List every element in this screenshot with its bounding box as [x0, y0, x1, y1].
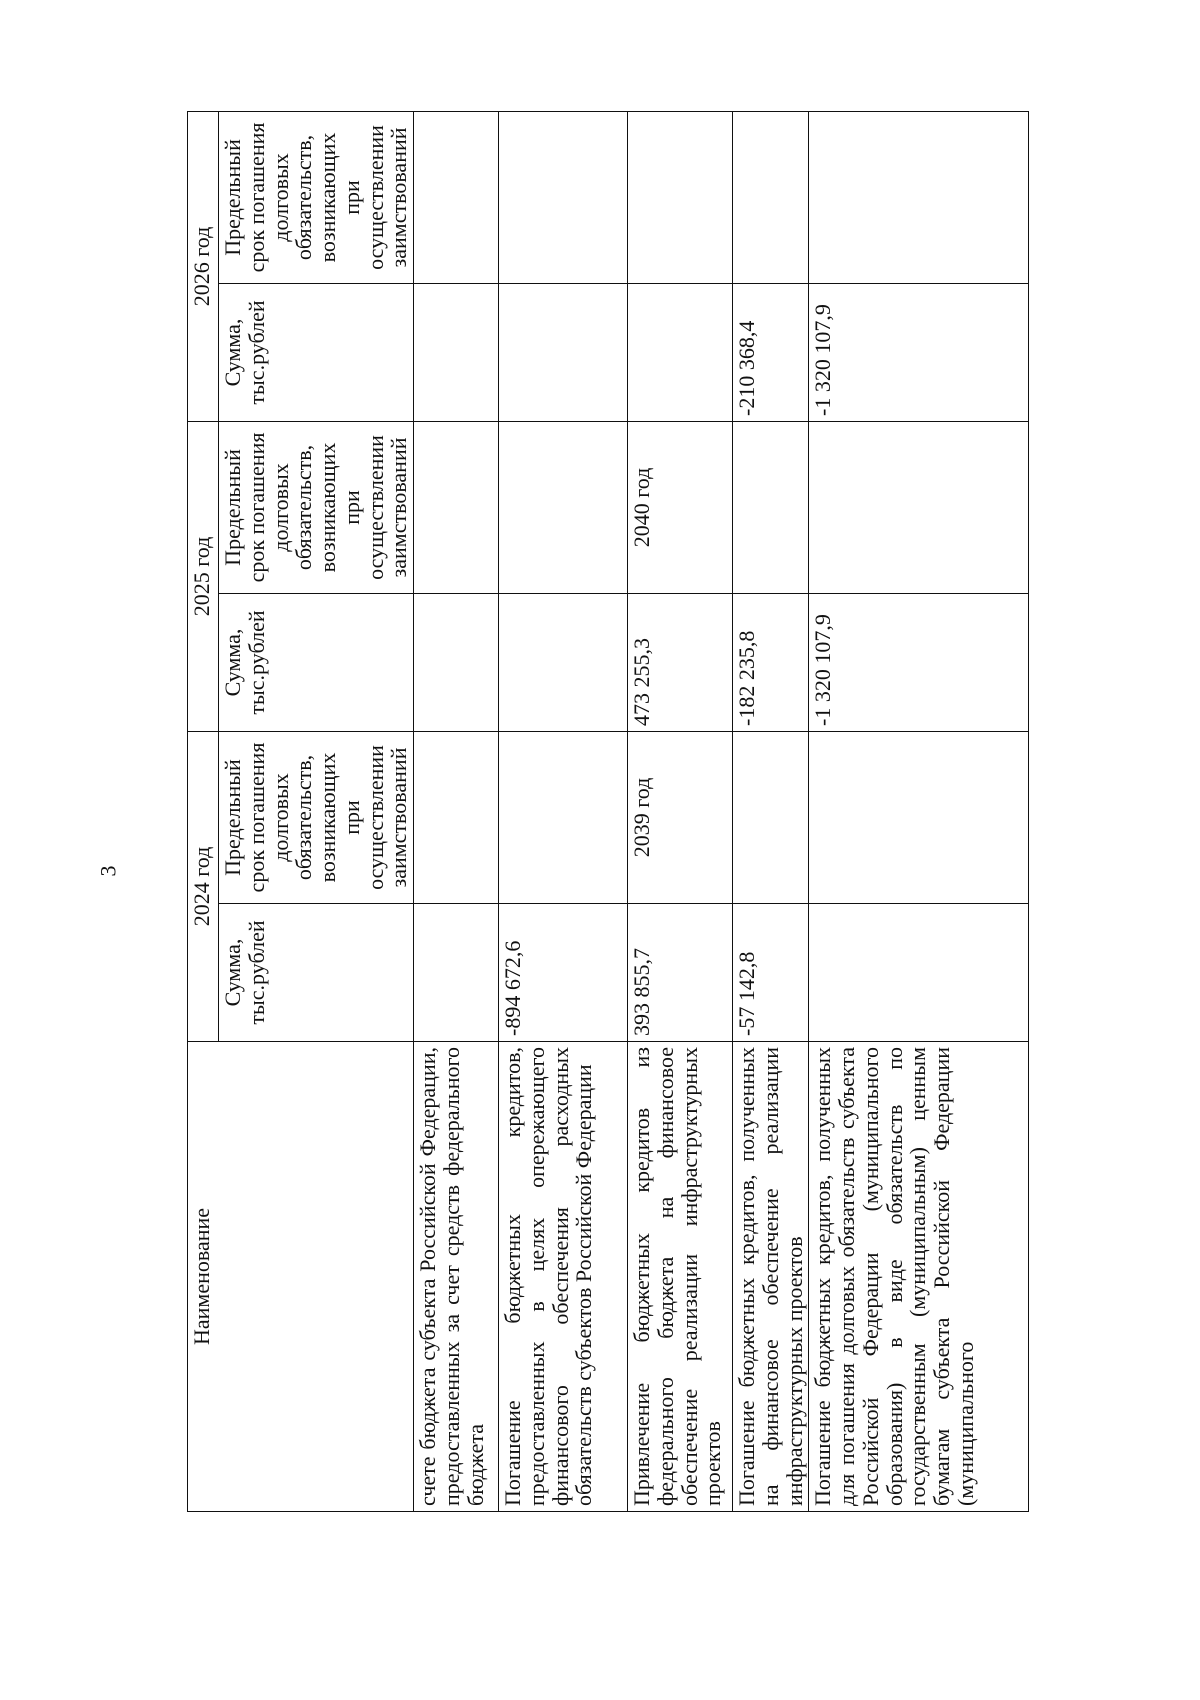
page-number: 3: [95, 865, 121, 877]
cell-sum-2025: 473 255,3: [628, 593, 733, 731]
table-row: [628, 111, 733, 1511]
cell-term-2024: [733, 731, 809, 903]
header-term-2026: Предельный срок погашения долговых обязательств, возникающих при осуществлении заимствований: [219, 111, 414, 283]
cell-sum-2026: -1 320 107,9: [809, 283, 1029, 421]
row-name: счете бюджета субъекта Российской Федерации, предоставленных за счет средств федерального бюджета: [414, 1042, 499, 1512]
cell-sum-2026: [499, 283, 628, 421]
cell-sum-2026: -210 368,4: [733, 283, 809, 421]
cell-sum-2026: [628, 283, 733, 421]
cell-sum-2024: [414, 904, 499, 1042]
table-row: [499, 111, 628, 1511]
header-name: Наименование: [188, 1042, 414, 1512]
cell-term-2025: [499, 421, 628, 593]
cell-term-2024: [809, 731, 1029, 903]
header-term-2025: Предельный срок погашения долговых обязательств, возникающих при осуществлении заимствований: [219, 421, 414, 593]
row-name: Привлечение бюджетных кредитов из федерального бюджета на финансовое обеспечение реализации инфраструктурных проектов: [628, 1042, 733, 1512]
cell-sum-2025: -1 320 107,9: [809, 593, 1029, 731]
table-row: [733, 111, 809, 1511]
cell-sum-2024: -894 672,6: [499, 904, 628, 1042]
cell-term-2024: [499, 731, 628, 903]
header-year-2024: 2024 год: [188, 731, 219, 1041]
cell-term-2025: [809, 421, 1029, 593]
cell-sum-2024: -57 142,8: [733, 904, 809, 1042]
borrowings-table: [187, 111, 1029, 1512]
cell-term-2026: [628, 111, 733, 283]
header-year-2026: 2026 год: [188, 111, 219, 421]
cell-sum-2024: [809, 904, 1029, 1042]
cell-sum-2025: [414, 593, 499, 731]
header-sum-2025: Сумма, тыс.рублей: [219, 593, 414, 731]
cell-term-2026: [733, 111, 809, 283]
row-name: Погашение бюджетных кредитов, полученных на финансовое обеспечение реализации инфраструктурных проектов: [733, 1042, 809, 1512]
header-sum-2024: Сумма, тыс.рублей: [219, 904, 414, 1042]
cell-sum-2025: -182 235,8: [733, 593, 809, 731]
cell-sum-2026: [414, 283, 499, 421]
table-row: [809, 111, 1029, 1511]
cell-sum-2025: [499, 593, 628, 731]
cell-term-2024: [414, 731, 499, 903]
header-term-2024: Предельный срок погашения долговых обязательств, возникающих при осуществлении заимствований: [219, 731, 414, 903]
header-sum-2026: Сумма, тыс.рублей: [219, 283, 414, 421]
table-row: [414, 111, 499, 1511]
cell-term-2025: 2040 год: [628, 421, 733, 593]
cell-term-2025: [733, 421, 809, 593]
cell-term-2024: 2039 год: [628, 731, 733, 903]
rotated-table-wrapper: [187, 112, 1187, 1512]
header-year-2025: 2025 год: [188, 421, 219, 731]
cell-term-2026: [499, 111, 628, 283]
row-name: Погашение бюджетных кредитов, предоставленных в целях опережающего финансового обеспечения расходных обязательств субъектов Российской Федерации: [499, 1042, 628, 1512]
cell-term-2026: [809, 111, 1029, 283]
row-name: Погашение бюджетных кредитов, полученных для погашения долговых обязательств субъекта Российской Федерации (муниципального образования) в виде обязательств по государственным (муниципальным) ценным бумагам субъекта Российской Федерации (муниципального: [809, 1042, 1029, 1512]
cell-term-2026: [414, 111, 499, 283]
cell-term-2025: [414, 421, 499, 593]
cell-sum-2024: 393 855,7: [628, 904, 733, 1042]
